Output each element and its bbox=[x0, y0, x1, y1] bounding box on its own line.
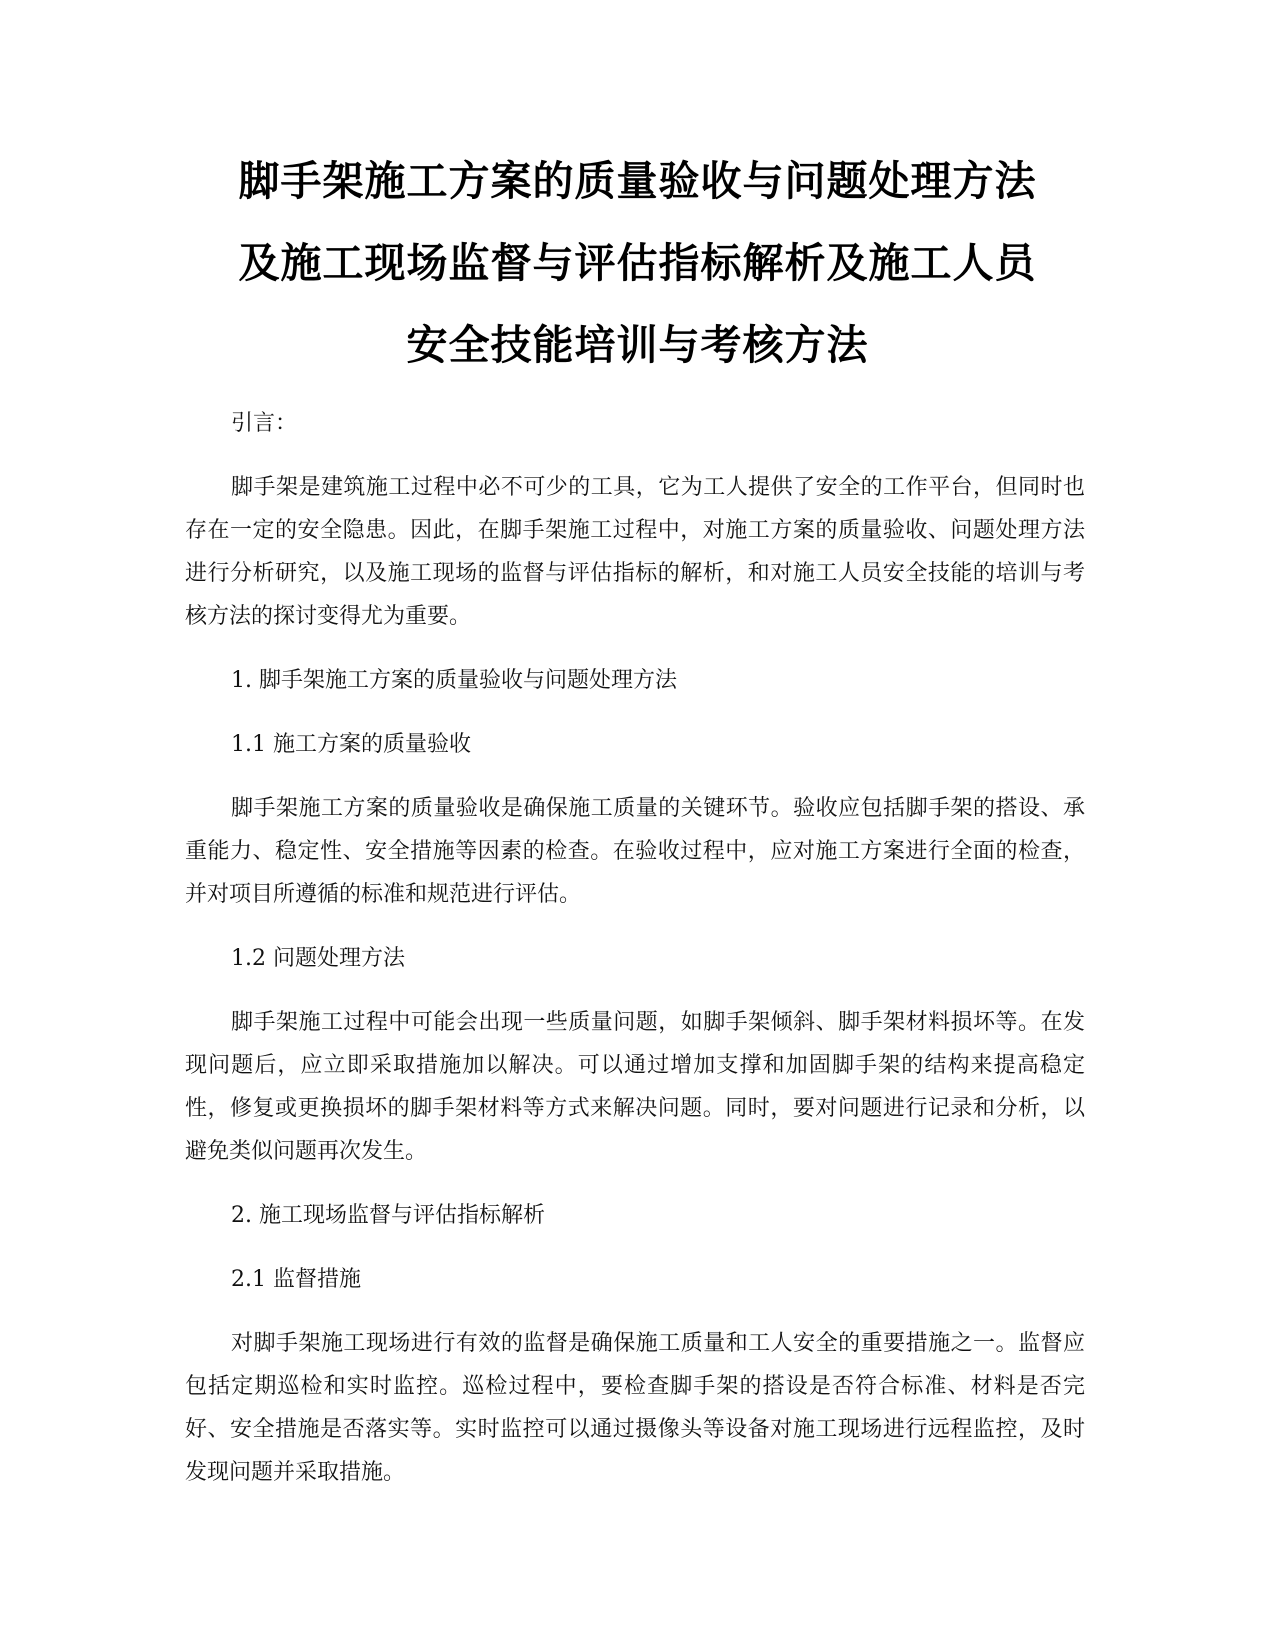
section-2-1-paragraph: 对脚手架施工现场进行有效的监督是确保施工质量和工人安全的重要措施之一。监督应包括定期巡检和实时监控。巡检过程中，要检查脚手架的搭设是否符合标准、材料是否完好、安全措施是否落实等。实时监控可以通过摄像头等设备对施工现场进行远程监控，及时发现问题并采取措施。 bbox=[185, 1331, 1085, 1485]
document-title bbox=[180, 140, 1095, 386]
section-1-1-paragraph: 脚手架施工方案的质量验收是确保施工质量的关键环节。验收应包括脚手架的搭设、承重能力、稳定性、安全措施等因素的检查。在验收过程中，应对施工方案进行全面的检查，并对项目所遵循的标准和规范进行评估。 bbox=[185, 796, 1085, 907]
section-1-heading: 1. 脚手架施工方案的质量验收与问题处理方法 bbox=[231, 668, 677, 693]
section-1-2-paragraph: 脚手架施工过程中可能会出现一些质量问题，如脚手架倾斜、脚手架材料损坏等。在发现问题后，应立即采取措施加以解决。可以通过增加支撑和加固脚手架的结构来提高稳定性，修复或更换损坏的脚手架材料等方式来解决问题。同时，要对问题进行记录和分析，以避免类似问题再次发生。 bbox=[185, 1010, 1085, 1164]
section-1-2-heading: 1.2 问题处理方法 bbox=[231, 946, 405, 971]
section-1-1-heading: 1.1 施工方案的质量验收 bbox=[231, 732, 471, 757]
section-2-1-heading: 2.1 监督措施 bbox=[231, 1267, 361, 1292]
document-body bbox=[185, 402, 1085, 1494]
section-2-heading: 2. 施工现场监督与评估指标解析 bbox=[231, 1203, 545, 1228]
intro-paragraph: 脚手架是建筑施工过程中必不可少的工具，它为工人提供了安全的工作平台，但同时也存在一定的安全隐患。因此，在脚手架施工过程中，对施工方案的质量验收、问题处理方法进行分析研究，以及施工现场的监督与评估指标的解析，和对施工人员安全技能的培训与考核方法的探讨变得尤为重要。 bbox=[185, 475, 1085, 629]
title-line-1: 脚手架施工方案的质量验收与问题处理方法 bbox=[238, 157, 1037, 205]
title-line-2: 及施工现场监督与评估指标解析及施工人员 bbox=[238, 239, 1037, 287]
intro-label: 引言： bbox=[231, 411, 298, 436]
title-line-3: 安全技能培训与考核方法 bbox=[406, 321, 869, 369]
